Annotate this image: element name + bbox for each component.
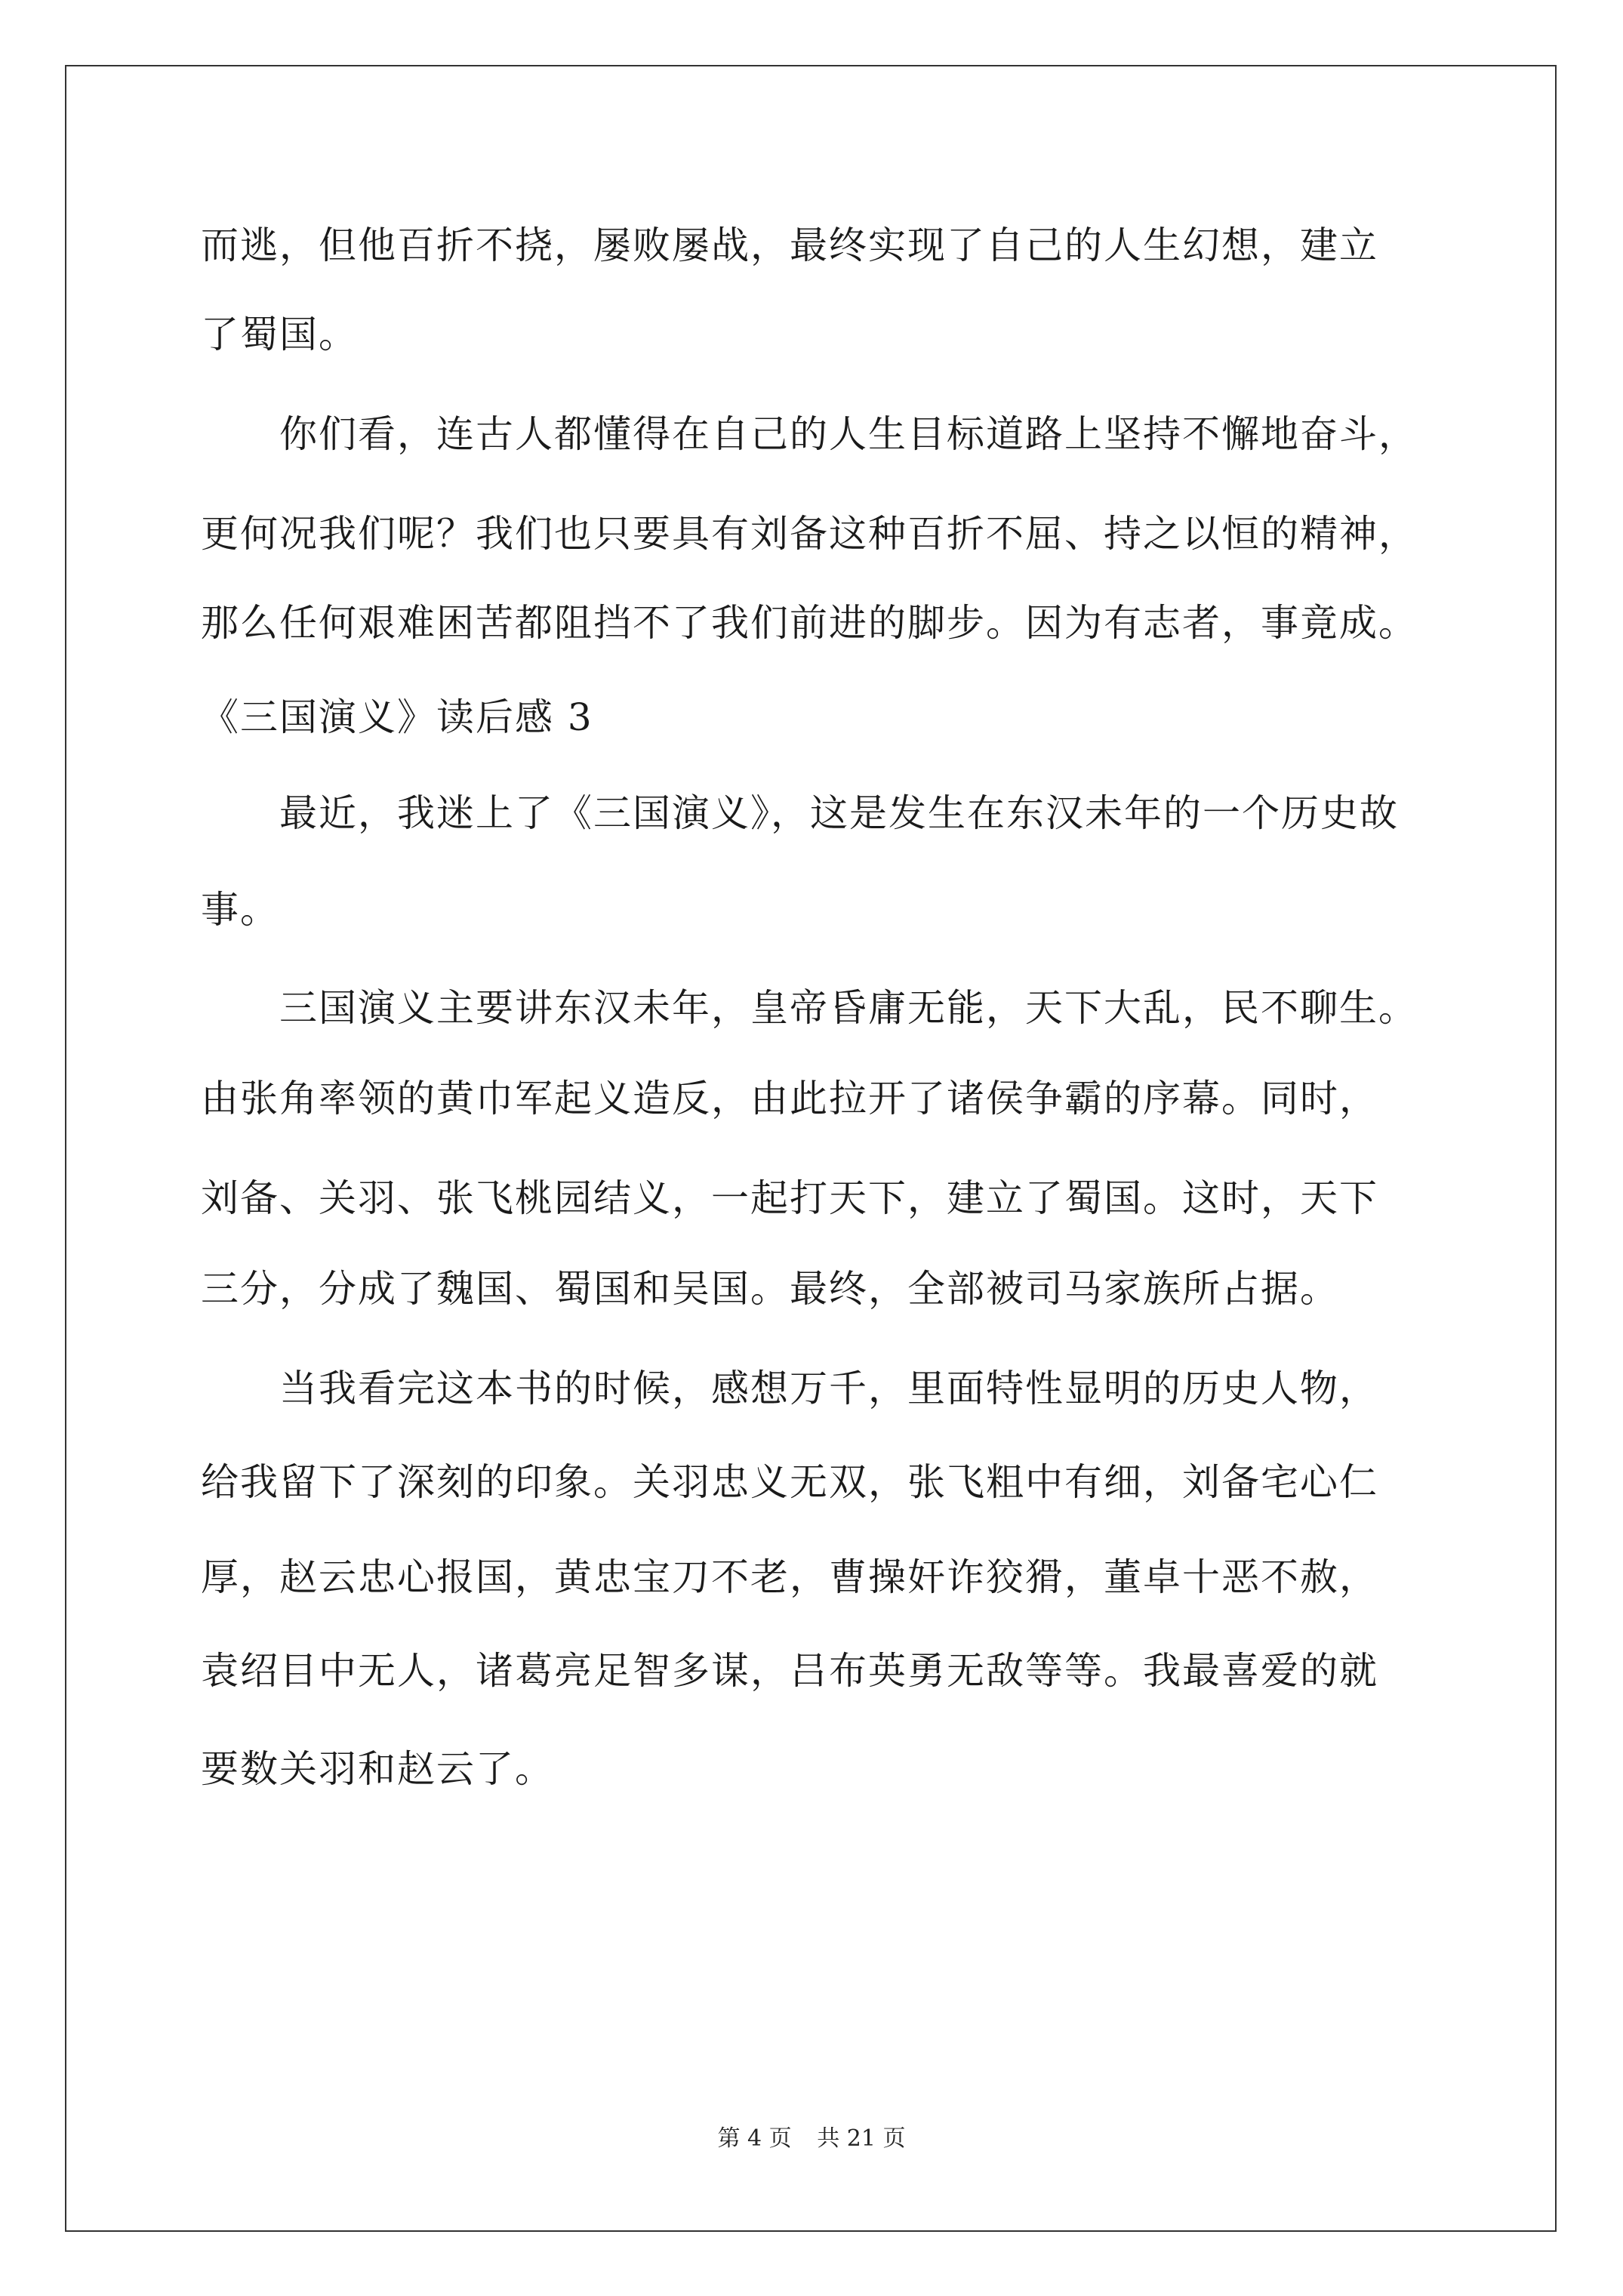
text-line: 三分，分成了魏国、蜀国和吴国。最终，全部被司马家族所占据。 — [201, 1267, 1339, 1311]
text-line: 而逃，但他百折不挠，屡败屡战，最终实现了自己的人生幻想，建立 — [201, 223, 1378, 267]
text-line: 更何况我们呢？我们也只要具有刘备这种百折不屈、持之以恒的精神， — [201, 512, 1418, 556]
page-total: 共 21 页 — [817, 2125, 906, 2152]
text-line: 三国演义主要讲东汉未年，皇帝昏庸无能，天下大乱，民不聊生。 — [201, 986, 1418, 1030]
page-number: 第 4 页 — [717, 2125, 792, 2152]
text-line: 厚，赵云忠心报国，黄忠宝刀不老，曹操奸诈狡猾，董卓十恶不赦， — [201, 1555, 1378, 1599]
text-line: 给我留下了深刻的印象。关羽忠义无双，张飞粗中有细，刘备宅心仁 — [201, 1460, 1378, 1504]
text-line: 要数关羽和赵云了。 — [201, 1747, 554, 1791]
text-line: 袁绍目中无人，诸葛亮足智多谋，吕布英勇无敌等等。我最喜爱的就 — [201, 1649, 1378, 1693]
text-line: 事。 — [201, 888, 279, 932]
page-border — [65, 65, 1557, 2232]
text-line: 最近，我迷上了《三国演义》，这是发生在东汉未年的一个历史故 — [201, 791, 1399, 835]
text-line: 了蜀国。 — [201, 313, 358, 356]
text-line: 由张角率领的黄巾军起义造反，由此拉开了诸侯争霸的序幕。同时， — [201, 1077, 1378, 1120]
section-heading: 《三国演义》读后感 3 — [201, 695, 593, 739]
text-line: 你们看，连古人都懂得在自己的人生目标道路上坚持不懈地奋斗， — [201, 412, 1418, 456]
text-line: 刘备、关羽、张飞桃园结义，一起打天下，建立了蜀国。这时，天下 — [201, 1176, 1378, 1220]
text-line: 当我看完这本书的时候，感想万千，里面特性显明的历史人物， — [201, 1367, 1378, 1410]
text-line: 那么任何艰难困苦都阻挡不了我们前进的脚步。因为有志者，事竟成。 — [201, 601, 1418, 645]
page-footer — [0, 2125, 1623, 2152]
